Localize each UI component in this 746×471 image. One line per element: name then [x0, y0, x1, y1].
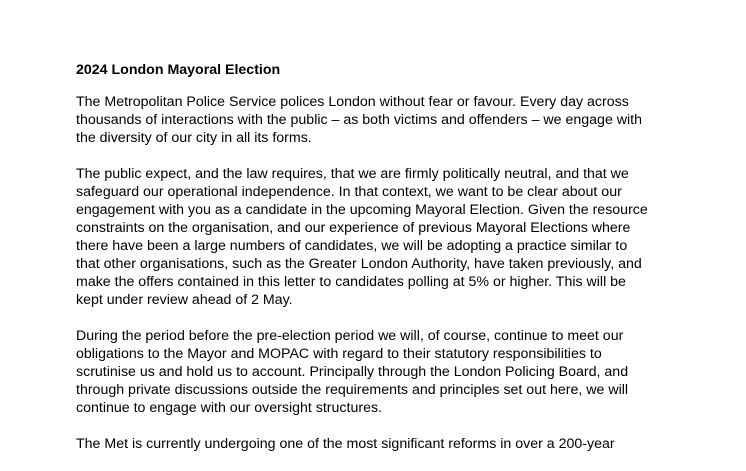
paragraph-line: obligations to the Mayor and MOPAC with regard to their statutory responsibilities to: [76, 346, 602, 362]
paragraph-line: that other organisations, such as the Greater London Authority, have taken previously, and: [76, 256, 642, 272]
paragraph-line: continue to engage with our oversight structures.: [76, 400, 382, 416]
paragraph-line: scrutinise us and hold us to account. Principally through the London Policing Board, and: [76, 364, 629, 380]
paragraph-line: engagement with you as a candidate in the upcoming Mayoral Election. Given the resource: [76, 202, 648, 218]
paragraph-intro: [76, 93, 676, 147]
paragraph-pre-election: [76, 327, 676, 417]
paragraph-neutrality: [76, 165, 676, 309]
document-page: [76, 61, 676, 471]
paragraph-line: The Met is currently undergoing one of the most significant reforms in over a 200-year: [76, 436, 615, 452]
paragraph-line: During the period before the pre-election period we will, of course, continue to meet our: [76, 328, 624, 344]
paragraph-line: kept under review ahead of 2 May.: [76, 292, 293, 308]
paragraph-line: through private discussions outside the requirements and principles set out here, we will: [76, 382, 629, 398]
paragraph-line: thousands of interactions with the public – as both victims and offenders – we engage with: [76, 112, 643, 128]
paragraph-line: safeguard our operational independence. In that context, we want to be clear about our: [76, 184, 622, 200]
paragraph-line: the diversity of our city in all its forms.: [76, 130, 312, 146]
paragraph-line: make the offers contained in this letter to candidates polling at 5% or higher. This will be: [76, 274, 626, 290]
paragraph-reform: [76, 435, 676, 453]
document-heading: 2024 London Mayoral Election: [76, 62, 281, 78]
paragraph-line: constraints on the organisation, and our experience of previous Mayoral Elections where: [76, 220, 631, 236]
paragraph-line: The Metropolitan Police Service polices London without fear or favour. Every day across: [76, 94, 629, 110]
paragraph-line: there have been a large numbers of candidates, we will be adopting a practice similar to: [76, 238, 628, 254]
paragraph-line: The public expect, and the law requires, that we are firmly politically neutral, and that we: [76, 166, 629, 182]
